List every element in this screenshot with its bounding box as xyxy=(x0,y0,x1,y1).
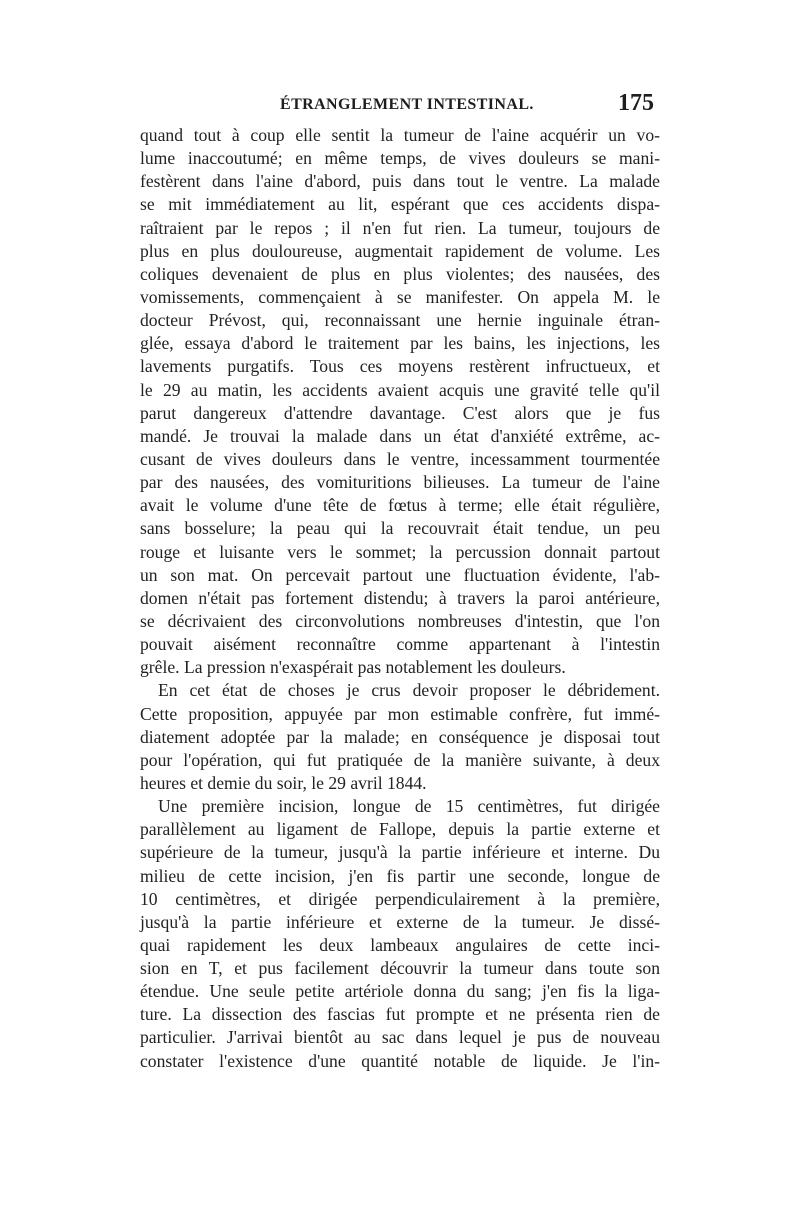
text-line: plus en plus douloureuse, augmentait rapidement de volume. Les xyxy=(140,240,660,261)
text-line: parut dangereux d'attendre davantage. C'est alors que je fus xyxy=(140,402,660,423)
text-line: étendue. Une seule petite artériole donna du sang; j'en fis la liga- xyxy=(140,981,660,1002)
text-line: quai rapidement les deux lambeaux angulaires de cette inci- xyxy=(140,934,660,955)
text-line: se mit immédiatement au lit, espérant que ces accidents dispa- xyxy=(140,194,660,215)
page-number: 175 xyxy=(618,90,654,116)
text-line: constater l'existence d'une quantité notable de liquide. Je l'in- xyxy=(140,1050,660,1071)
text-line: coliques devenaient de plus en plus violentes; des nausées, des xyxy=(140,263,660,284)
text-line: diatement adoptée par la malade; en conséquence je disposai tout xyxy=(140,726,660,747)
text-line: un son mat. On percevait partout une fluctuation évidente, l'ab- xyxy=(140,564,660,585)
text-line: quand tout à coup elle sentit la tumeur de l'aine acquérir un vo- xyxy=(140,125,660,145)
text-line: cusant de vives douleurs dans le ventre, incessamment tourmentée xyxy=(140,448,660,469)
text-line: supérieure de la tumeur, jusqu'à la partie inférieure et interne. Du xyxy=(140,842,660,863)
text-line: mandé. Je trouvai la malade dans un état d'anxiété extrême, ac- xyxy=(140,425,660,446)
body-text xyxy=(140,124,660,1073)
running-title: ÉTRANGLEMENT INTESTINAL. xyxy=(280,96,534,113)
text-line: se décrivaient des circonvolutions nombreuses d'intestin, que l'on xyxy=(140,610,660,631)
text-line: sans bosselure; la peau qui la recouvrait était tendue, un peu xyxy=(140,518,660,539)
text-line: ture. La dissection des fascias fut prompte et ne présenta rien de xyxy=(140,1004,660,1025)
text-line: En cet état de choses je crus devoir proposer le débridement. xyxy=(158,680,660,701)
text-line: le 29 au matin, les accidents avaient acquis une gravité telle qu'il xyxy=(140,379,660,400)
text-line: pour l'opération, qui fut pratiquée de la manière suivante, à deux xyxy=(140,749,660,770)
running-head xyxy=(140,90,660,120)
text-line: domen n'était pas fortement distendu; à travers la paroi antérieure, xyxy=(140,587,660,608)
text-line: glée, essaya d'abord le traitement par les bains, les injections, les xyxy=(140,333,660,354)
text-line: Cette proposition, appuyée par mon estimable confrère, fut immé- xyxy=(140,703,660,724)
text-line: docteur Prévost, qui, reconnaissant une hernie inguinale étran- xyxy=(140,310,660,331)
text-line: jusqu'à la partie inférieure et externe de la tumeur. Je dissé- xyxy=(140,911,660,932)
text-line: par des nausées, des vomituritions bilieuses. La tumeur de l'aine xyxy=(140,472,660,493)
text-line: avait le volume d'une tête de fœtus à terme; elle était régulière, xyxy=(140,495,660,516)
text-line: pouvait aisément reconnaître comme appartenant à l'intestin xyxy=(140,634,660,655)
text-line: festèrent dans l'aine d'abord, puis dans tout le ventre. La malade xyxy=(140,171,660,192)
text-line: Une première incision, longue de 15 centimètres, fut dirigée xyxy=(158,796,660,817)
text-line: particulier. J'arrivai bientôt au sac dans lequel je pus de nouveau xyxy=(140,1027,660,1048)
text-line: lavements purgatifs. Tous ces moyens restèrent infructueux, et xyxy=(140,356,660,377)
text-line: grêle. La pression n'exaspérait pas notablement les douleurs. xyxy=(140,657,566,678)
text-line: vomissements, commençaient à se manifester. On appela M. le xyxy=(140,286,660,307)
text-line: heures et demie du soir, le 29 avril 1844. xyxy=(140,772,427,793)
text-line: parallèlement au ligament de Fallope, depuis la partie externe et xyxy=(140,819,660,840)
text-line: milieu de cette incision, j'en fis partir une seconde, longue de xyxy=(140,865,660,886)
text-line: lume inaccoutumé; en même temps, de vives douleurs se mani- xyxy=(140,148,660,169)
text-line: 10 centimètres, et dirigée perpendiculairement à la première, xyxy=(140,888,660,909)
text-line: rouge et luisante vers le sommet; la percussion donnait partout xyxy=(140,541,660,562)
text-line: sion en T, et pus facilement découvrir la tumeur dans toute son xyxy=(140,958,660,979)
text-line: raîtraient par le repos ; il n'en fut rien. La tumeur, toujours de xyxy=(140,217,660,238)
